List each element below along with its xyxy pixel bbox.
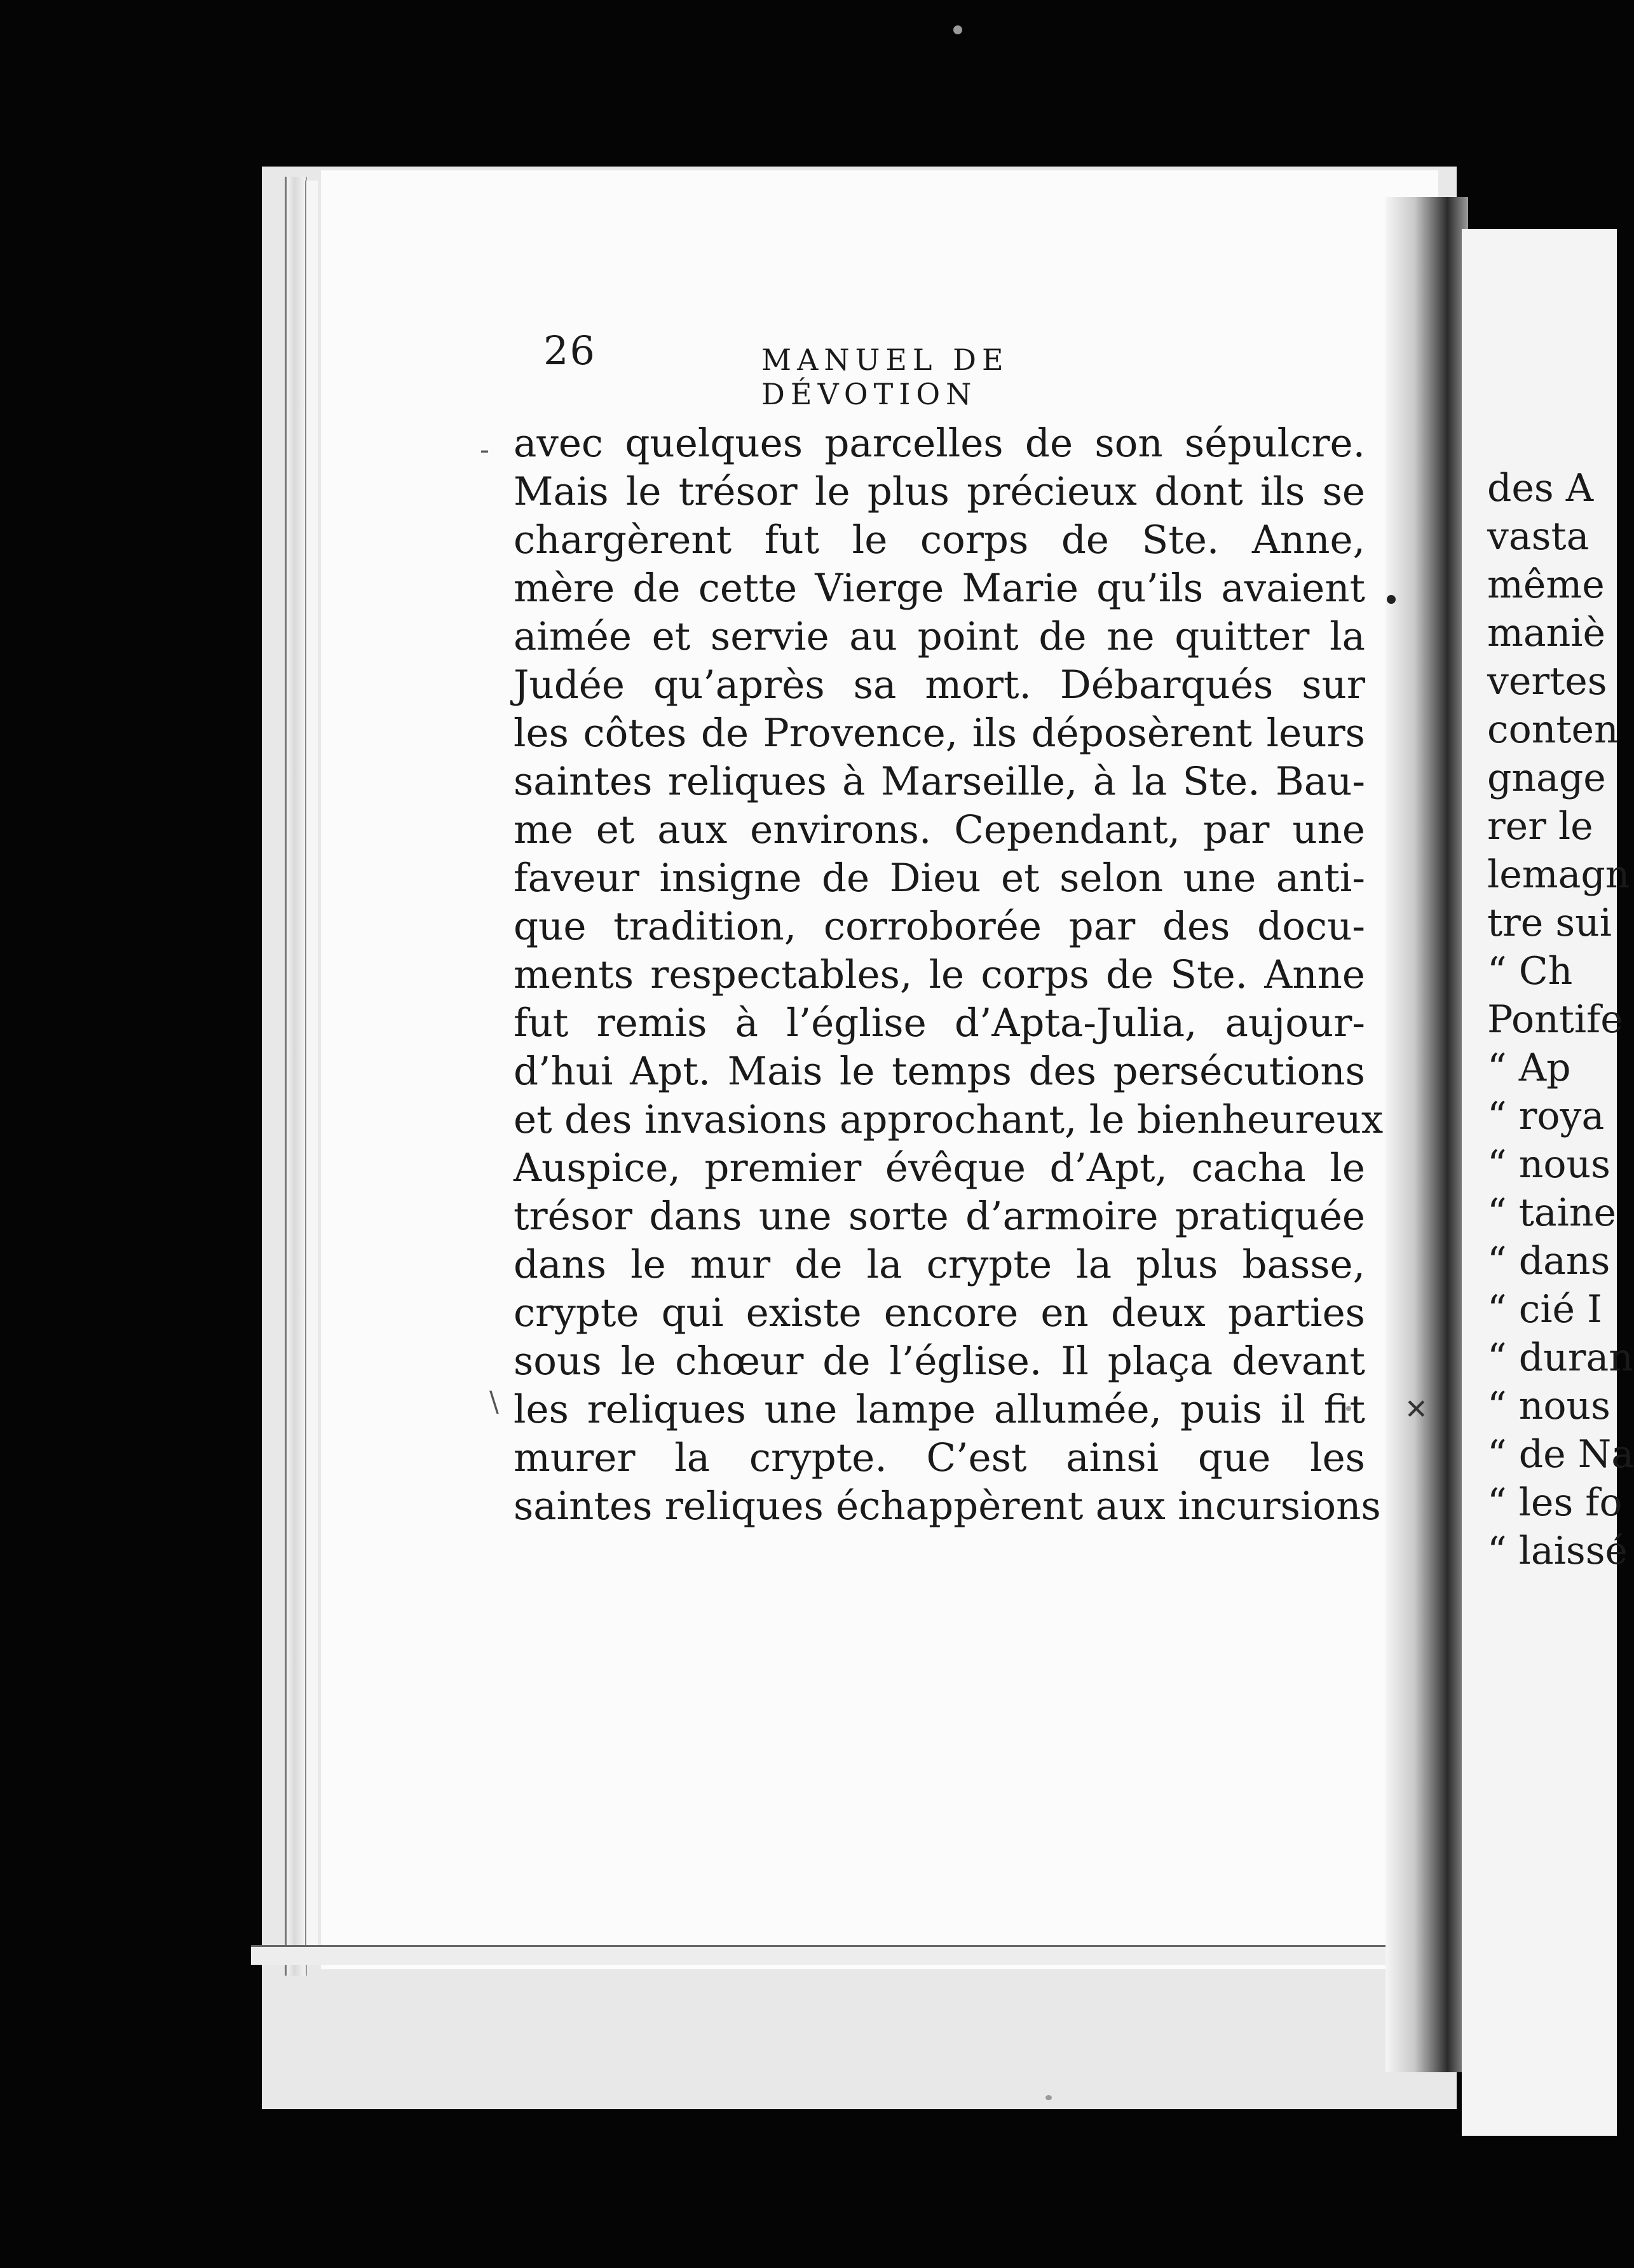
book-gutter [1385,197,1468,2072]
text-line: vertes [1487,659,1607,704]
text-line: d’hui Apt. Mais le temps des persécutions [514,1049,1365,1094]
text-line: des A [1487,466,1594,510]
page-header [543,327,1230,411]
text-line: vasta [1487,514,1590,559]
text-line: fut remis à l’église d’Apta-Julia, aujour- [514,1001,1365,1046]
speck [1387,595,1396,604]
text-line: Judée qu’après sa mort. Débarqués sur [514,662,1365,707]
text-line: chargèrent fut le corps de Ste. Anne, [514,517,1365,563]
text-line: “ nous [1487,1142,1610,1187]
text-line: crypte qui existe encore en deux parties [514,1290,1365,1336]
text-line: lemagn [1487,852,1630,897]
text-line: “ roya [1487,1094,1605,1138]
text-line: avec quelques parcelles de son sépulcre. [514,421,1365,466]
text-line: trésor dans une sorte d’armoire pratiquée [514,1194,1365,1239]
page-number: 26 [543,327,596,374]
right-page-text [1487,464,1634,1575]
text-line: maniè [1487,611,1606,655]
text-line: “ les fo [1487,1480,1623,1525]
body-text [514,420,1384,1531]
text-line: “ de Na [1487,1432,1634,1477]
text-line: et des invasions approchant, le bienheureux [514,1097,1384,1142]
text-line: même [1487,563,1605,607]
text-line: mère de cette Vierge Marie qu’ils avaient [514,566,1365,611]
text-line: me et aux environs. Cependant, par une [514,807,1365,852]
text-line: “ dans [1487,1239,1610,1283]
page-edges [285,177,307,1976]
margin-arrow: ✕ [1405,1393,1428,1426]
text-line: conten [1487,707,1619,752]
margin-dash: - [480,434,489,466]
text-line: “ duran [1487,1336,1633,1380]
running-head: MANUEL DE DÉVOTION [761,343,1009,411]
text-line: “ nous [1487,1384,1610,1428]
text-line: les côtes de Provence, ils déposèrent leurs [514,711,1365,756]
text-line: aimée et servie au point de ne quitter la [514,614,1365,659]
text-line: saintes reliques échappèrent aux incursions [514,1484,1381,1529]
text-line: “ laissé [1487,1529,1628,1573]
text-line: faveur insigne de Dieu et selon une anti- [514,856,1365,901]
text-line: Mais le trésor le plus précieux dont ils se [514,469,1365,514]
text-line: Auspice, premier évêque d’Apt, cacha le [514,1145,1365,1191]
speck [1045,2095,1052,2100]
text-line: saintes reliques à Marseille, à la Ste. Bau- [514,759,1365,804]
text-line: que tradition, corroborée par des docu- [514,904,1365,949]
bottom-page-edge [251,1945,1433,1965]
text-line: “ taine [1487,1191,1616,1235]
text-line: ments respectables, le corps de Ste. Anne [514,952,1365,997]
text-line: “ Ch [1487,949,1573,994]
text-line: sous le chœur de l’église. Il plaça devant [514,1339,1365,1384]
text-line: tre sui [1487,901,1612,945]
speck [953,25,962,34]
text-line: “ Ap [1487,1046,1571,1090]
text-line: murer la crypte. C’est ainsi que les [514,1435,1365,1480]
text-line: Pontife [1487,997,1623,1042]
text-line: “ cié I [1487,1287,1602,1332]
text-line: gnage [1487,756,1606,800]
text-line: rer le [1487,804,1593,849]
text-line: dans le mur de la crypte la plus basse, [514,1242,1365,1287]
margin-tick: \ [489,1386,499,1418]
page-edges-inner [305,181,318,1960]
text-line: les reliques une lampe allumée, puis il fit [514,1387,1365,1432]
